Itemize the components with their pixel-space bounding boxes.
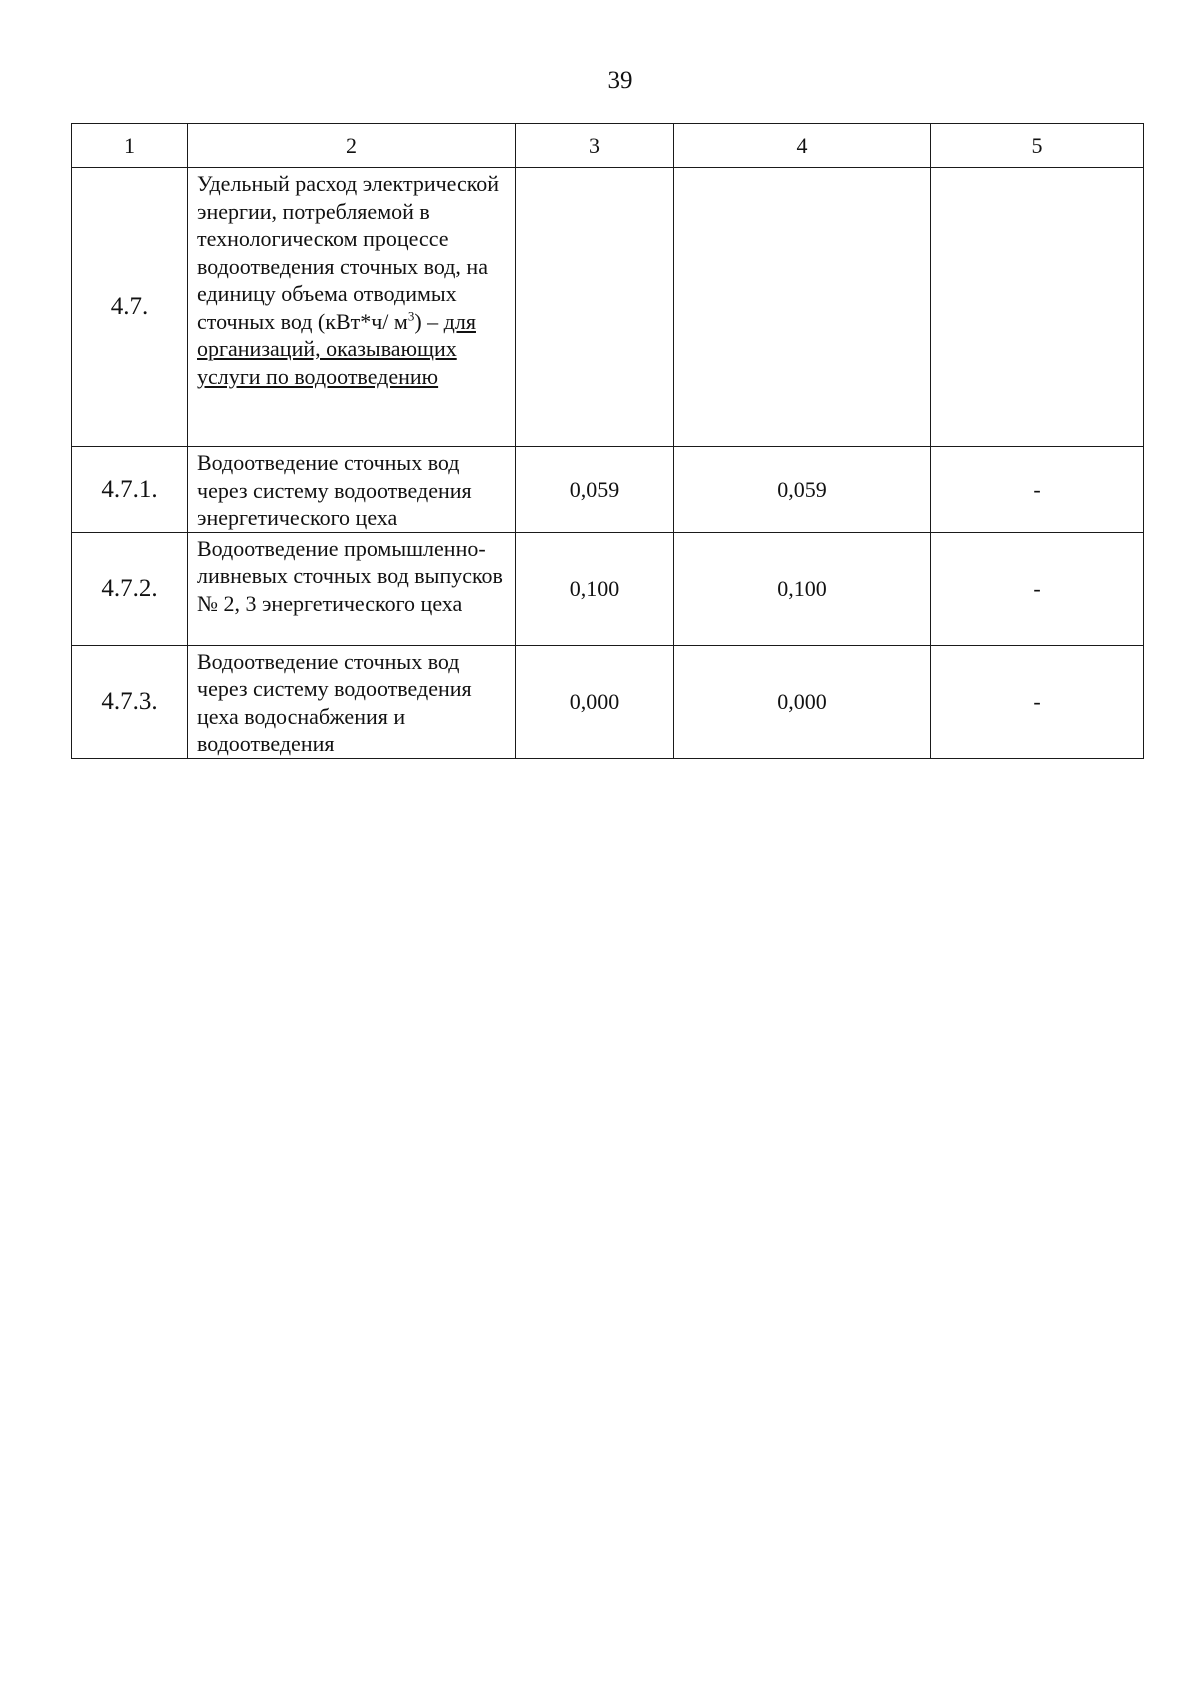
table-header-row <box>72 124 1144 168</box>
cell-col-4: 0,100 <box>674 532 931 645</box>
row-number: 4.7.1. <box>72 447 188 533</box>
indicators-table <box>71 123 1144 759</box>
header-col-1: 1 <box>72 124 188 168</box>
superscript-exponent: 3 <box>407 308 415 324</box>
row-number: 4.7.3. <box>72 645 188 758</box>
underlined-note: для организаций, оказывающих услуги по водоотведению <box>197 308 476 389</box>
description-text-after: ) – <box>414 308 444 334</box>
row-description <box>188 168 516 447</box>
table-row <box>72 532 1144 645</box>
row-description: Водоотведение сточных вод через систему водоотведения цеха водоснабжения и водоотведения <box>188 645 516 758</box>
row-number: 4.7.2. <box>72 532 188 645</box>
header-col-3: 3 <box>516 124 674 168</box>
description-text: Удельный расход электрической энергии, потребляемой в технологическом процессе водоотведения сточных вод, на единицу объема отводимых сточных вод (кВт*ч/ м <box>197 171 500 334</box>
header-col-2: 2 <box>188 124 516 168</box>
cell-col-3 <box>516 168 674 447</box>
cell-col-3: 0,000 <box>516 645 674 758</box>
cell-col-5: - <box>931 532 1144 645</box>
row-description: Водоотведение промышленно-ливневых сточных вод выпусков № 2, 3 энергетического цеха <box>188 532 516 645</box>
cell-col-4 <box>674 168 931 447</box>
cell-col-3: 0,100 <box>516 532 674 645</box>
table-row <box>72 168 1144 447</box>
table-row <box>72 645 1144 758</box>
cell-col-3: 0,059 <box>516 447 674 533</box>
header-col-4: 4 <box>674 124 931 168</box>
table-row <box>72 447 1144 533</box>
row-number: 4.7. <box>72 168 188 447</box>
row-description: Водоотведение сточных вод через систему водоотведения энергетического цеха <box>188 447 516 533</box>
cell-col-4: 0,000 <box>674 645 931 758</box>
page-number: 39 <box>607 67 633 94</box>
cell-col-4: 0,059 <box>674 447 931 533</box>
cell-col-5: - <box>931 447 1144 533</box>
cell-col-5 <box>931 168 1144 447</box>
cell-col-5: - <box>931 645 1144 758</box>
header-col-5: 5 <box>931 124 1144 168</box>
